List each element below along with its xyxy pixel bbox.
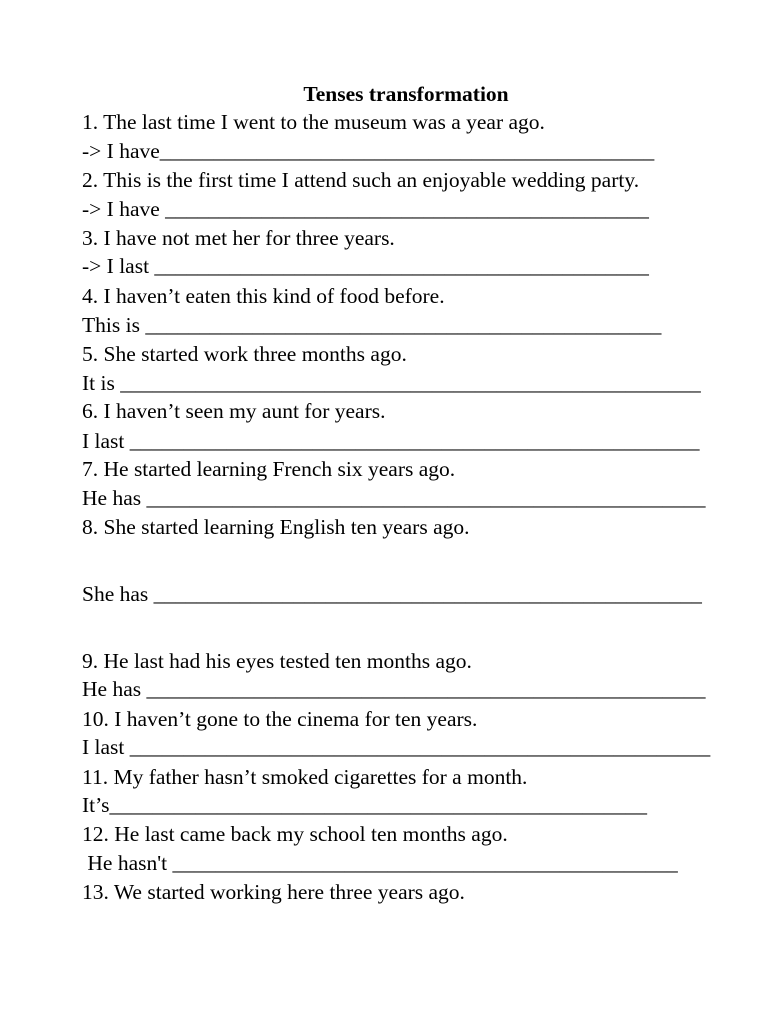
exercise-5-answer: It is ______________________________________________________	[82, 371, 701, 395]
exercise-6-answer: I last _____________________________________________________	[82, 429, 700, 453]
exercise-6-prompt: 6. I haven’t seen my aunt for years.	[82, 399, 386, 423]
exercise-7-answer: He has ____________________________________________________	[82, 486, 706, 510]
exercise-2-answer: -> I have _____________________________________________	[82, 197, 649, 221]
exercise-8-answer: She has ___________________________________________________	[82, 582, 702, 606]
exercise-8-prompt: 8. She started learning English ten years ago.	[82, 515, 470, 539]
exercise-4-prompt: 4. I haven’t eaten this kind of food before.	[82, 284, 445, 308]
exercise-1-prompt: 1. The last time I went to the museum was a year ago.	[82, 110, 545, 134]
exercise-7-prompt: 7. He started learning French six years ago.	[82, 457, 456, 481]
exercise-13-prompt: 13. We started working here three years ago.	[82, 880, 465, 904]
exercise-5-prompt: 5. She started work three months ago.	[82, 342, 407, 366]
exercise-11-prompt: 11. My father hasn’t smoked cigarettes for a month.	[82, 765, 528, 789]
exercise-10-prompt: 10. I haven’t gone to the cinema for ten years.	[82, 707, 478, 731]
exercise-1-answer: -> I have______________________________________________	[82, 139, 655, 163]
worksheet-title: Tenses transformation	[303, 82, 509, 106]
exercise-11-answer: It’s__________________________________________________	[82, 793, 647, 817]
exercise-9-prompt: 9. He last had his eyes tested ten months ago.	[82, 649, 472, 673]
exercise-12-answer: He hasn't _______________________________________________	[82, 851, 678, 875]
exercise-9-answer: He has ____________________________________________________	[82, 677, 706, 701]
exercise-3-answer: -> I last ______________________________________________	[82, 254, 649, 278]
exercise-4-answer: This is ________________________________________________	[82, 313, 662, 337]
exercise-2-prompt: 2. This is the first time I attend such an enjoyable wedding party.	[82, 168, 640, 192]
exercise-10-answer: I last ______________________________________________________	[82, 735, 711, 759]
exercise-12-prompt: 12. He last came back my school ten months ago.	[82, 822, 508, 846]
exercise-3-prompt: 3. I have not met her for three years.	[82, 226, 395, 250]
